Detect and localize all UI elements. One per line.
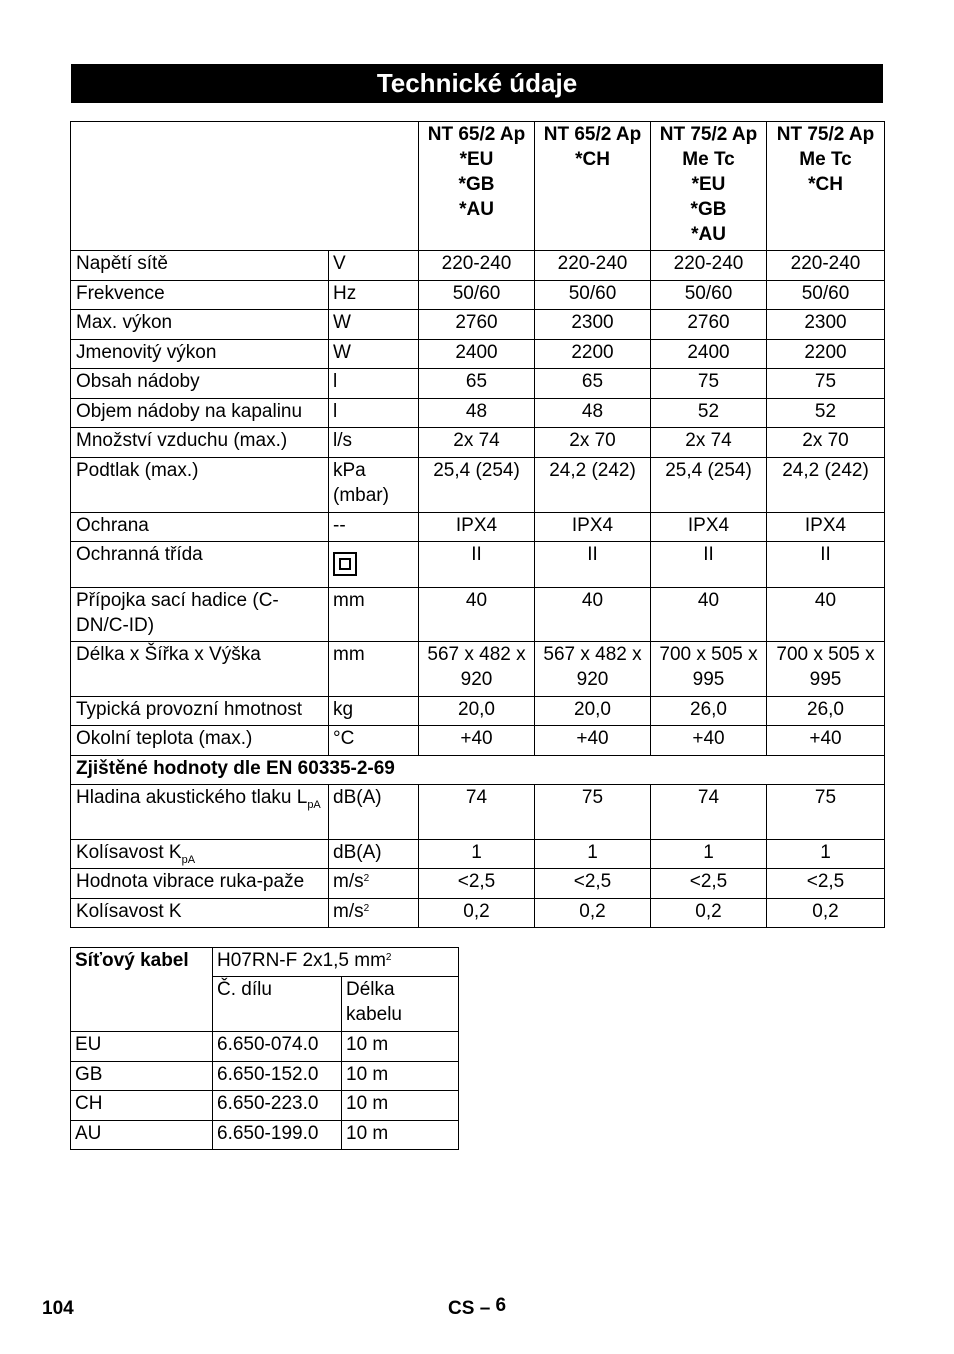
value-cell: 75 xyxy=(651,369,767,399)
model-header-row xyxy=(71,122,885,251)
table-row xyxy=(71,399,885,428)
cable-length: 10 m xyxy=(342,1032,459,1062)
table-row xyxy=(71,369,885,399)
value-cell: 220-240 xyxy=(535,251,651,281)
value-cell: <2,5 xyxy=(767,869,885,899)
param-label: Hodnota vibrace ruka-paže xyxy=(71,869,329,899)
value-cell: 74 xyxy=(419,785,535,840)
param-label: Ochrana xyxy=(71,513,329,542)
value-cell: 48 xyxy=(419,399,535,428)
table-row xyxy=(71,542,885,588)
table-row xyxy=(71,310,885,340)
value-cell: 2x 74 xyxy=(651,428,767,458)
value-cell: 0,2 xyxy=(535,899,651,928)
model-header-2: NT 65/2 Ap *CH xyxy=(535,122,651,251)
value-cell: IPX4 xyxy=(767,513,885,542)
value-cell: 0,2 xyxy=(767,899,885,928)
cable-row xyxy=(71,1062,459,1091)
param-label: Okolní teplota (max.) xyxy=(71,726,329,756)
protection-class-ii-icon xyxy=(333,552,357,576)
table-row xyxy=(71,588,885,642)
cable-row xyxy=(71,1032,459,1062)
unit-cell: kg xyxy=(329,697,419,726)
cable-row xyxy=(71,1091,459,1121)
unit-cell: l xyxy=(329,369,419,399)
cable-length: 10 m xyxy=(342,1121,459,1150)
value-cell: 65 xyxy=(535,369,651,399)
value-cell: 20,0 xyxy=(419,697,535,726)
value-cell: II xyxy=(767,542,885,588)
param-label: Frekvence xyxy=(71,281,329,310)
cable-country: AU xyxy=(71,1121,213,1150)
value-cell: <2,5 xyxy=(651,869,767,899)
value-cell: 1 xyxy=(419,840,535,869)
table-row xyxy=(71,840,885,869)
value-cell: 75 xyxy=(767,785,885,840)
param-label: Kolísavost $K_{pA}$ xyxy=(71,840,329,869)
section-row xyxy=(71,756,885,785)
value-cell: 1 xyxy=(767,840,885,869)
unit-cell: dB(A) xyxy=(329,840,419,869)
param-label: Obsah nádoby xyxy=(71,369,329,399)
value-cell: IPX4 xyxy=(419,513,535,542)
language-page-code: CS – 6 xyxy=(448,1295,507,1319)
value-cell: 2x 70 xyxy=(535,428,651,458)
value-cell: IPX4 xyxy=(651,513,767,542)
value-cell: 2300 xyxy=(767,310,885,340)
model-header-1: NT 65/2 Ap *EU *GB *AU xyxy=(419,122,535,251)
value-cell: II xyxy=(419,542,535,588)
unit-cell: $m/s^2$ xyxy=(329,899,419,928)
unit-cell: kPa (mbar) xyxy=(329,458,419,513)
value-cell: 220-240 xyxy=(767,251,885,281)
cable-part-number: 6.650-223.0 xyxy=(213,1091,342,1121)
unit-cell xyxy=(329,542,419,588)
value-cell: 24,2 (242) xyxy=(767,458,885,513)
cable-country: EU xyxy=(71,1032,213,1062)
value-cell: 65 xyxy=(419,369,535,399)
value-cell: 0,2 xyxy=(651,899,767,928)
value-cell: 50/60 xyxy=(419,281,535,310)
cable-col-length: Délka kabelu xyxy=(342,977,459,1032)
value-cell: IPX4 xyxy=(535,513,651,542)
technical-data-table xyxy=(70,121,885,928)
cable-part-number: 6.650-074.0 xyxy=(213,1032,342,1062)
header-empty-cell xyxy=(71,122,419,251)
value-cell: 25,4 (254) xyxy=(419,458,535,513)
value-cell: 26,0 xyxy=(651,697,767,726)
unit-cell: dB(A) xyxy=(329,785,419,840)
table-row xyxy=(71,642,885,697)
value-cell: 26,0 xyxy=(767,697,885,726)
cable-col-part: Č. dílu xyxy=(213,977,342,1032)
table-row xyxy=(71,458,885,513)
unit-cell: l xyxy=(329,399,419,428)
value-cell: 2400 xyxy=(419,340,535,369)
cable-type-row xyxy=(71,948,459,977)
model-header-3: NT 75/2 Ap Me Tc *EU *GB *AU xyxy=(651,122,767,251)
value-cell: 50/60 xyxy=(767,281,885,310)
value-cell: 40 xyxy=(767,588,885,642)
cable-part-number: 6.650-199.0 xyxy=(213,1121,342,1150)
table-row xyxy=(71,697,885,726)
unit-cell: W xyxy=(329,310,419,340)
value-cell: II xyxy=(651,542,767,588)
value-cell: +40 xyxy=(419,726,535,756)
param-label: Jmenovitý výkon xyxy=(71,340,329,369)
value-cell: 567 x 482 x 920 xyxy=(535,642,651,697)
param-label: Množství vzduchu (max.) xyxy=(71,428,329,458)
value-cell: 20,0 xyxy=(535,697,651,726)
cable-part-number: 6.650-152.0 xyxy=(213,1062,342,1091)
value-cell: 1 xyxy=(651,840,767,869)
table-row xyxy=(71,251,885,281)
value-cell: <2,5 xyxy=(419,869,535,899)
page-title xyxy=(71,64,883,103)
value-cell: 48 xyxy=(535,399,651,428)
table-row xyxy=(71,340,885,369)
value-cell: 1 xyxy=(535,840,651,869)
value-cell: 700 x 505 x 995 xyxy=(651,642,767,697)
table-row xyxy=(71,281,885,310)
page-number: 104 xyxy=(42,1298,74,1319)
value-cell: 75 xyxy=(767,369,885,399)
param-label: Přípojka sací hadice (C-DN/C-ID) xyxy=(71,588,329,642)
value-cell: 220-240 xyxy=(651,251,767,281)
value-cell: 40 xyxy=(651,588,767,642)
param-label: Typická provozní hmotnost xyxy=(71,697,329,726)
value-cell: 2x 70 xyxy=(767,428,885,458)
cable-label: Síťový kabel xyxy=(71,948,213,1032)
unit-cell: Hz xyxy=(329,281,419,310)
table-row xyxy=(71,428,885,458)
value-cell: +40 xyxy=(535,726,651,756)
value-cell: +40 xyxy=(651,726,767,756)
cable-country: CH xyxy=(71,1091,213,1121)
cable-type: H07RN-F 2x1,5 $mm^2$ xyxy=(213,948,459,977)
param-label: Ochranná třída xyxy=(71,542,329,588)
value-cell: 0,2 xyxy=(419,899,535,928)
value-cell: 2400 xyxy=(651,340,767,369)
table-row xyxy=(71,513,885,542)
unit-cell: mm xyxy=(329,642,419,697)
unit-cell: -- xyxy=(329,513,419,542)
value-cell: 75 xyxy=(535,785,651,840)
value-cell: 2200 xyxy=(535,340,651,369)
value-cell: II xyxy=(535,542,651,588)
unit-cell: V xyxy=(329,251,419,281)
unit-cell: l/s xyxy=(329,428,419,458)
param-label: Délka x Šířka x Výška xyxy=(71,642,329,697)
param-label: Objem nádoby na kapalinu xyxy=(71,399,329,428)
page-title-text: Technické údaje xyxy=(376,68,578,98)
value-cell: 40 xyxy=(535,588,651,642)
value-cell: 220-240 xyxy=(419,251,535,281)
table-row xyxy=(71,869,885,899)
param-label: Hladina akustického tlaku $L_{pA}$ xyxy=(71,785,329,840)
unit-cell: °C xyxy=(329,726,419,756)
table-row xyxy=(71,726,885,756)
value-cell: 2200 xyxy=(767,340,885,369)
param-label: Podtlak (max.) xyxy=(71,458,329,513)
value-cell: 2300 xyxy=(535,310,651,340)
unit-cell: W xyxy=(329,340,419,369)
value-cell: 567 x 482 x 920 xyxy=(419,642,535,697)
cable-length: 10 m xyxy=(342,1062,459,1091)
param-label: Max. výkon xyxy=(71,310,329,340)
value-cell: 700 x 505 x 995 xyxy=(767,642,885,697)
value-cell: 24,2 (242) xyxy=(535,458,651,513)
value-cell: 50/60 xyxy=(651,281,767,310)
value-cell: 50/60 xyxy=(535,281,651,310)
value-cell: 2760 xyxy=(419,310,535,340)
cable-row xyxy=(71,1121,459,1150)
value-cell: 74 xyxy=(651,785,767,840)
param-label: Kolísavost K xyxy=(71,899,329,928)
value-cell: 25,4 (254) xyxy=(651,458,767,513)
unit-cell: mm xyxy=(329,588,419,642)
value-cell: 2760 xyxy=(651,310,767,340)
power-cable-table xyxy=(70,947,459,1150)
value-cell: 40 xyxy=(419,588,535,642)
value-cell: 2x 74 xyxy=(419,428,535,458)
value-cell: +40 xyxy=(767,726,885,756)
unit-cell: $m/s^2$ xyxy=(329,869,419,899)
table-row xyxy=(71,899,885,928)
param-label: Napětí sítě xyxy=(71,251,329,281)
model-header-4: NT 75/2 Ap Me Tc *CH xyxy=(767,122,885,251)
section-heading: Zjištěné hodnoty dle EN 60335-2-69 xyxy=(71,756,885,785)
table-row xyxy=(71,785,885,840)
value-cell: 52 xyxy=(651,399,767,428)
value-cell: <2,5 xyxy=(535,869,651,899)
value-cell: 52 xyxy=(767,399,885,428)
cable-length: 10 m xyxy=(342,1091,459,1121)
cable-country: GB xyxy=(71,1062,213,1091)
